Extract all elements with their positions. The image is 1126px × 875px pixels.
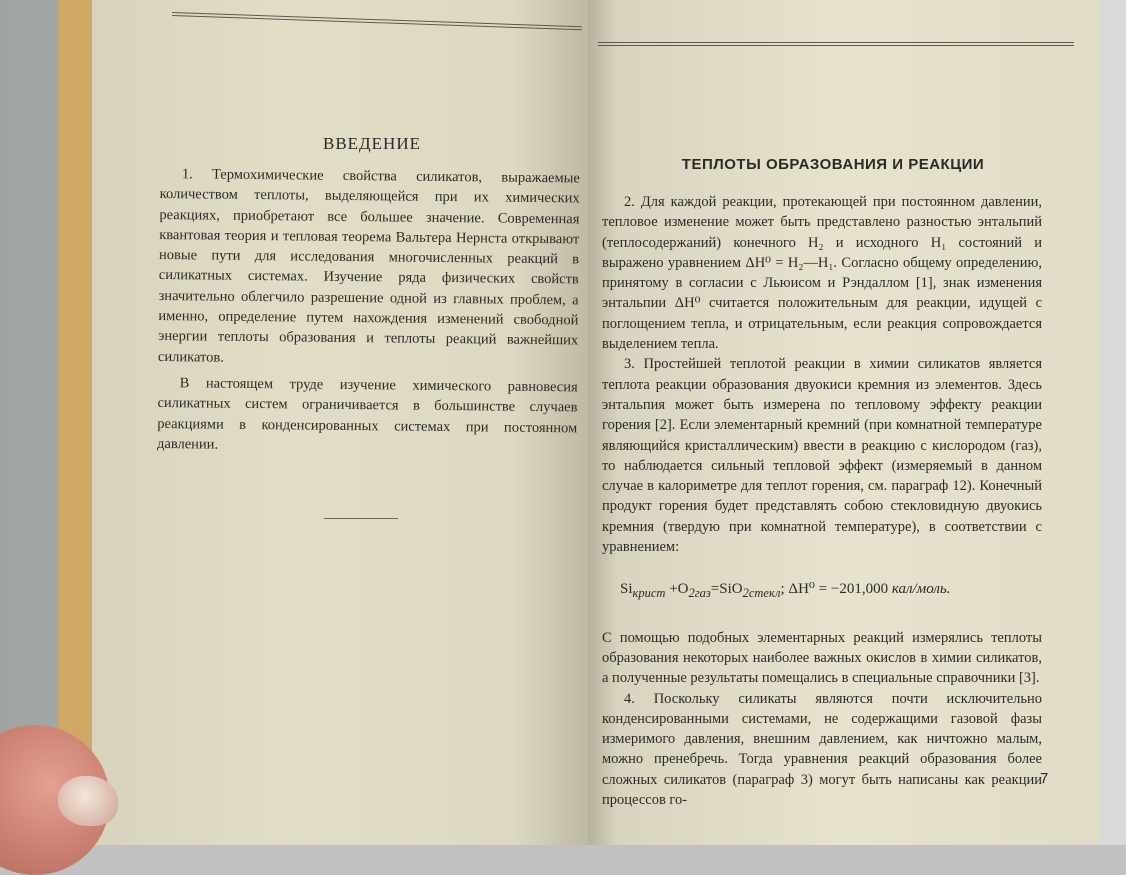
left-page (92, 0, 590, 845)
paragraph-3: 3. Простейшей теплотой реакции в химии силикатов является теплота реакции образования двуокиси кремния из элементов. Здесь энтальпия может быть измерена по тепловому эффекту реакции горения [2]. Если элементарный кремний (при комнатной температуре являющийся кристаллическим) ввести в реакцию с кислородом (газ), то наблюдается сильный тепловой эффект (измеряемый в данном случае в калориметре для теплот горения, см. параграф 12). Конечный продукт горения будет представлять собою стекловидную двуокись кремния (твердую при комнатной температуре), в соответствии с уравнением: (602, 356, 1042, 556)
chapter-text (602, 192, 1042, 810)
page-number: 7 (1040, 770, 1049, 787)
right-page (588, 0, 1100, 845)
introduction-heading: ВВЕДЕНИЕ (323, 134, 421, 153)
formula-enthalpy: ; ΔH⁰ = −201,000 (780, 581, 889, 598)
formula-sio2: =SiO (710, 581, 743, 598)
formula-sio2-sub: 2стекл (742, 586, 781, 601)
formula-o: +O (665, 581, 689, 598)
chapter-heading: ТЕПЛОТЫ ОБРАЗОВАНИЯ И РЕАКЦИИ (681, 156, 985, 173)
top-rule (172, 12, 582, 30)
paragraph-4: 4. Поскольку силикаты являются почти исключительно конденсированными системами, не содержащими газовой фазы измеримого давления, внешним давлением, как ничтожно малым, можно пренебречь. Тогда уравнения реакций образования более сложных силикатов (параграф 3) могут быть написаны как реакции процессов го- (602, 690, 1042, 809)
formula-unit: кал/моль. (891, 581, 951, 598)
paragraph-2: В настоящем труде изучение химического равновесия силикатных систем ограничивается в большинстве случаев реакциями в конденсированных системах при постоянном давлении. (156, 375, 578, 453)
formula-si-sub: крист (632, 586, 666, 601)
introduction-text (157, 164, 580, 459)
combustion-equation (620, 579, 1042, 603)
formula-o-sub: 2газ (688, 586, 711, 601)
section-separator (324, 518, 398, 519)
paragraph-after-formula: С помощью подобных элементарных реакций измерялись теплоты образования некоторых наиболее важных окислов в химии силикатов, а полученные результаты помещались в специальные справочники [3]. (602, 629, 1042, 687)
thumb-nail (58, 776, 118, 826)
top-rule (598, 42, 1074, 46)
formula-si: Si (620, 581, 633, 598)
paragraph-1: 1. Термохимические свойства силикатов, выражаемые количеством теплоты, выделяющейся при их химических реакциях, приобретают все большее значение. Современная квантовая теория и тепловая теорема Вальтера Нернста открывают новые пути для исследования многочисленных реакций в силикатных системах. Изучение ряда физических свойств значительно облегчило разрешение одной из главных проблем, а именно, определение путем нахождения изменений свободной энергии теплоты образования и теплоты реакций важнейших силикатов. (157, 166, 580, 366)
paragraph-2: 2. Для каждой реакции, протекающей при постоянном давлении, тепловое изменение может быть представлено разностью энтальпий (теплосодержаний) конечного H₂ и исходного H₁ состояний и выражено уравнением ΔH⁰ = H₂—H₁. Согласно общему определению, принятому в согласии с Льюисом и Рэндаллом [1], знак изменения энтальпии ΔH⁰ считается положительным для реакции, идущей с поглощением тепла, и отрицательным, если реакция сопровождается выделением тепла. (602, 194, 1042, 353)
